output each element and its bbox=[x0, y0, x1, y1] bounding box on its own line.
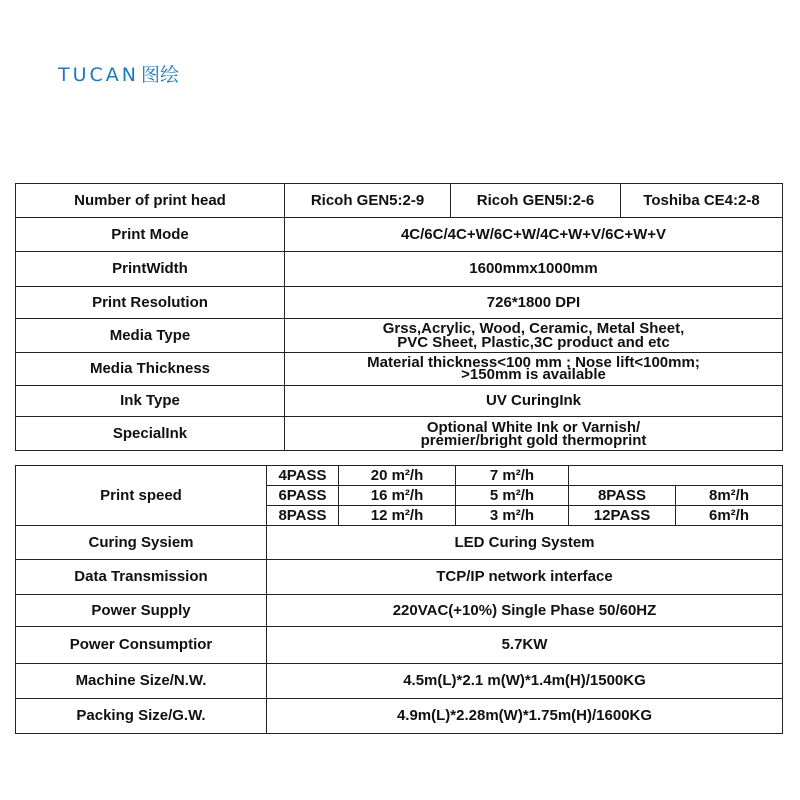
speed-value: 5 m²/h bbox=[456, 486, 569, 506]
row-value: 4C/6C/4C+W/6C+W/4C+W+V/6C+W+V bbox=[285, 218, 783, 252]
row-label: Print speed bbox=[16, 466, 267, 526]
row-label: Media Type bbox=[16, 319, 285, 353]
row-value: UV CuringInk bbox=[285, 386, 783, 417]
row-label: Print Mode bbox=[16, 218, 285, 252]
table-row bbox=[16, 417, 783, 451]
table-row bbox=[16, 627, 783, 664]
row-value: 5.7KW bbox=[267, 627, 783, 664]
row-value: 726*1800 DPI bbox=[285, 287, 783, 319]
row-label: Media Thickness bbox=[16, 353, 285, 386]
row-label: Packing Size/G.W. bbox=[16, 699, 267, 734]
spec-table-print bbox=[15, 183, 783, 451]
table-row bbox=[16, 699, 783, 734]
row-label: Number of print head bbox=[16, 184, 285, 218]
table-row bbox=[16, 386, 783, 417]
row-label: Print Resolution bbox=[16, 287, 285, 319]
table-row bbox=[16, 526, 783, 560]
speed-pass-mode: 8PASS bbox=[569, 486, 676, 506]
table-row bbox=[16, 252, 783, 287]
print-head-option: Toshiba CE4:2-8 bbox=[621, 184, 783, 218]
logo-chinese-name: 图绘 bbox=[141, 63, 180, 86]
table-row bbox=[16, 287, 783, 319]
row-label: Power Supply bbox=[16, 595, 267, 627]
row-value: 1600mmx1000mm bbox=[285, 252, 783, 287]
table-row bbox=[16, 664, 783, 699]
speed-value: 20 m²/h bbox=[339, 466, 456, 486]
speed-value: 8m²/h bbox=[676, 486, 783, 506]
print-head-option: Ricoh GEN5I:2-6 bbox=[451, 184, 621, 218]
row-value: Material thickness<100 mm ; Nose lift<100mm; >150mm is available bbox=[285, 353, 783, 386]
table-row bbox=[16, 319, 783, 353]
speed-pass-mode: 6PASS bbox=[267, 486, 339, 506]
speed-empty-cell bbox=[569, 466, 783, 486]
row-value: TCP/IP network interface bbox=[267, 560, 783, 595]
table-row bbox=[16, 560, 783, 595]
row-label: Power Consumptior bbox=[16, 627, 267, 664]
speed-value: 7 m²/h bbox=[456, 466, 569, 486]
table-row bbox=[16, 595, 783, 627]
speed-value: 16 m²/h bbox=[339, 486, 456, 506]
row-value: 4.9m(L)*2.28m(W)*1.75m(H)/1600KG bbox=[267, 699, 783, 734]
table-row bbox=[16, 218, 783, 252]
row-value: LED Curing System bbox=[267, 526, 783, 560]
row-label: Ink Type bbox=[16, 386, 285, 417]
row-value: 4.5m(L)*2.1 m(W)*1.4m(H)/1500KG bbox=[267, 664, 783, 699]
brand-logo bbox=[58, 62, 179, 88]
spec-table-machine bbox=[15, 465, 783, 734]
row-value: Grss,Acrylic, Wood, Ceramic, Metal Sheet, PVC Sheet, Plastic,3C product and etc bbox=[285, 319, 783, 353]
row-label: Machine Size/N.W. bbox=[16, 664, 267, 699]
row-value: Optional White Ink or Varnish/ premier/bright gold thermoprint bbox=[285, 417, 783, 451]
print-head-option: Ricoh GEN5:2-9 bbox=[285, 184, 451, 218]
logo-wordmark: TUCAN bbox=[58, 63, 139, 86]
row-value: 220VAC(+10%) Single Phase 50/60HZ bbox=[267, 595, 783, 627]
speed-value: 3 m²/h bbox=[456, 506, 569, 526]
speed-pass-mode: 12PASS bbox=[569, 506, 676, 526]
row-label: Curing Sysiem bbox=[16, 526, 267, 560]
row-label: PrintWidth bbox=[16, 252, 285, 287]
row-label: SpecialInk bbox=[16, 417, 285, 451]
table-row bbox=[16, 184, 783, 218]
speed-value: 12 m²/h bbox=[339, 506, 456, 526]
table-row bbox=[16, 353, 783, 386]
speed-value: 6m²/h bbox=[676, 506, 783, 526]
speed-pass-mode: 8PASS bbox=[267, 506, 339, 526]
table-row bbox=[16, 466, 783, 486]
row-label: Data Transmission bbox=[16, 560, 267, 595]
speed-pass-mode: 4PASS bbox=[267, 466, 339, 486]
